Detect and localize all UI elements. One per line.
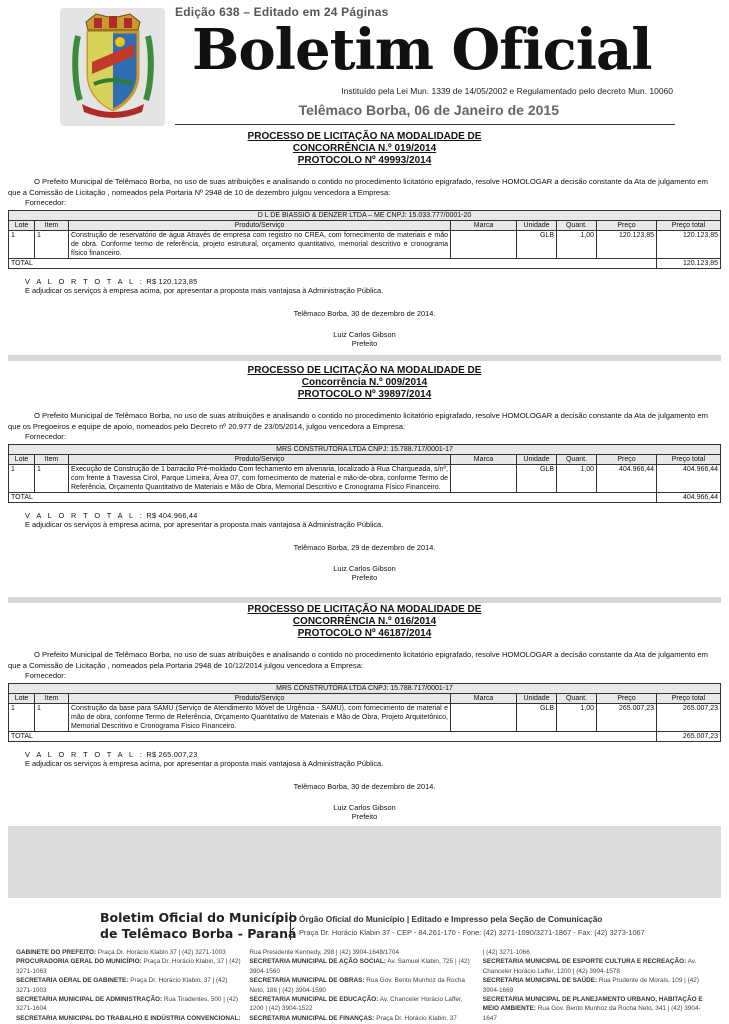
cell-quant: 1,00 bbox=[557, 465, 597, 493]
table-header-row bbox=[9, 455, 721, 465]
department-entry bbox=[483, 948, 710, 957]
cell-marca bbox=[451, 231, 517, 259]
signer-role: Prefeito bbox=[351, 339, 378, 349]
signature-block bbox=[8, 803, 721, 821]
section-title: Concorrência N.º 009/2014 bbox=[301, 377, 428, 388]
department-addresses bbox=[16, 948, 716, 1023]
cell-marca bbox=[451, 704, 517, 732]
department-name: PROCURADORIA GERAL DO MUNICÍPIO: bbox=[16, 958, 142, 966]
column-header-marca: Marca bbox=[451, 694, 517, 704]
table-row bbox=[9, 704, 721, 732]
column-header-unidade: Unidade bbox=[517, 221, 557, 231]
cell-produto: Execução de Construção de 1 barracão Pré-moldado Com fechamento em alvenaria, localizado à Rua Charqueada, s/nº, com frente à Travessa Cirol, Parque Limeira, Área 07, com fornecimento de material e mão-de-obra, conforme Termo de Referência, Orçamento Quantitativo de Materiais e Mão de Obra, Memorial Descritivo e Cronograma Físico Financeiro. bbox=[69, 465, 451, 493]
cell-produto: Construção de reservatório de água Através de empresa com registro no CREA, com fornecimento de materiais e mão de obra. Conforme termo de referência, projeto estrutural, orçamento quantitativo, memorial descritivo e cronograma físico financeiro. bbox=[69, 231, 451, 259]
signature-block bbox=[8, 330, 721, 348]
total-value-line bbox=[8, 277, 721, 286]
items-table bbox=[8, 210, 721, 269]
department-entry bbox=[483, 995, 710, 1023]
column-header-unidade: Unidade bbox=[517, 694, 557, 704]
supplier-row bbox=[9, 684, 721, 694]
total-value: 120.123,85 bbox=[657, 259, 721, 269]
issue-date: Telêmaco Borba, 06 de Janeiro de 2015 bbox=[298, 102, 559, 118]
total-value-amount: R$ 265.007,23 bbox=[146, 750, 198, 760]
cell-item: 1 bbox=[35, 704, 69, 732]
cell-item: 1 bbox=[35, 231, 69, 259]
homologation-paragraph: O Prefeito Municipal de Telêmaco Borba, no uso de suas atribuições e analisando o contido no procedimento licitatório epigrafado, resolve HOMOLOGAR a decisão constante da Ata de julgamento em que a Comissão de Licitação , nomeados pela Portaria Nº 2948 de 10 de dezembro julgou vencedora a Empresa: bbox=[8, 177, 708, 197]
department-name: GABINETE DO PREFEITO: bbox=[16, 949, 97, 956]
total-value-label: V A L O R T O T A L : bbox=[25, 277, 145, 287]
department-address: Praça Dr. Horácio Klabin, 37 bbox=[374, 1014, 457, 1022]
cell-quant: 1,00 bbox=[557, 704, 597, 732]
footer-title-line1: Boletim Oficial do Município bbox=[100, 910, 298, 925]
footer-masthead bbox=[100, 910, 297, 942]
department-name: SECRETARIA MUNICIPAL DE ESPORTE CULTURA E RECREAÇÃO: bbox=[482, 958, 687, 966]
column-header-preco: Preço bbox=[597, 221, 657, 231]
department-address: Praça Dr. Horácio Klabin, 37 | (42) 3271-1063 bbox=[16, 958, 241, 975]
total-row bbox=[9, 493, 721, 503]
department-address: Praça Dr. Horácio Klabin 37 | (42) 3271-1003 bbox=[96, 949, 226, 956]
adjudication-text: E adjudicar os serviços à empresa acima, por apresentar a proposta mais vantajosa à Administração Pública. bbox=[25, 286, 384, 296]
column-header-quant: Quant. bbox=[557, 455, 597, 465]
footer-title-line2: de Telêmaco Borba - Paraná bbox=[100, 926, 297, 941]
cell-preco: 404.966,44 bbox=[597, 465, 657, 493]
column-header-quant: Quant. bbox=[557, 221, 597, 231]
department-entry bbox=[249, 976, 476, 995]
column-header-marca: Marca bbox=[451, 455, 517, 465]
signature-date: Telêmaco Borba, 29 de dezembro de 2014. bbox=[293, 543, 436, 553]
department-entry bbox=[249, 948, 476, 957]
department-address: Rua Gov. Bento Munhoz da Rocha Neto, 186 | (42) 3904-1590 bbox=[249, 977, 465, 994]
items-table bbox=[8, 444, 721, 503]
address-column bbox=[249, 948, 482, 1023]
municipal-crest bbox=[60, 8, 165, 126]
cell-lote: 1 bbox=[9, 465, 35, 493]
total-row bbox=[9, 732, 721, 742]
cell-preco_total: 265.007,23 bbox=[657, 704, 721, 732]
table-header-row bbox=[9, 221, 721, 231]
column-header-item: Item bbox=[35, 694, 69, 704]
section-divider bbox=[8, 355, 721, 361]
total-value-line bbox=[8, 750, 721, 759]
licitation-section bbox=[8, 131, 721, 348]
total-label: TOTAL bbox=[9, 493, 657, 503]
supplier-label: Fornecedor: bbox=[25, 432, 66, 442]
department-entry bbox=[16, 957, 243, 976]
department-address: Praça Dr. Horácio Klabin, 37 | (42) 3271-1003 bbox=[16, 977, 228, 994]
department-name: SECRETARIA MUNICIPAL DE EDUCAÇÃO: bbox=[249, 996, 379, 1004]
supplier-label: Fornecedor: bbox=[25, 671, 66, 681]
total-value-label: V A L O R T O T A L : bbox=[25, 511, 145, 521]
department-entry bbox=[483, 976, 710, 995]
adjudication-text: E adjudicar os serviços à empresa acima, por apresentar a proposta mais vantajosa à Administração Pública. bbox=[25, 520, 384, 530]
signer-role: Prefeito bbox=[351, 812, 378, 822]
table-row bbox=[9, 465, 721, 493]
department-name: SECRETARIA MUNICIPAL DE ADMINISTRAÇÃO: bbox=[16, 996, 163, 1004]
total-value-line bbox=[8, 511, 721, 520]
homologation-paragraph: O Prefeito Municipal de Telêmaco Borba, no uso de suas atribuições e analisando o contido no procedimento licitatório epigrafado, resolve HOMOLOGAR a decisão constante da Ata de julgamento em que os Pregoeiros e equipe de apoio, nomeados pelo Decreto nº 20.977 de 23/05/2014, julgou vencedora a Empresa: bbox=[8, 411, 708, 431]
department-name: SECRETARIA MUNICIPAL DE SAÚDE: bbox=[482, 977, 598, 985]
licitation-section bbox=[8, 604, 721, 821]
department-address: Av. Chanceler Horácio Laffer, 1200 | (42) 3904-1522 bbox=[249, 996, 463, 1013]
department-address: Rua Prudente de Morais, 109 | (42) 3904-1669 bbox=[482, 977, 699, 994]
total-label: TOTAL bbox=[9, 259, 657, 269]
section-title: PROTOCOLO Nº 39897/2014 bbox=[297, 389, 432, 400]
signature-date: Telêmaco Borba, 30 de dezembro de 2014. bbox=[293, 782, 436, 792]
department-entry bbox=[16, 995, 243, 1014]
column-header-preco: Preço bbox=[597, 455, 657, 465]
signature-block bbox=[8, 564, 721, 582]
department-entry bbox=[16, 948, 243, 957]
column-header-preco_total: Preço total bbox=[657, 694, 721, 704]
blank-panel bbox=[8, 826, 721, 898]
footer-organ: Órgão Oficial do Município | Editado e Impresso pela Seção de Comunicação bbox=[299, 914, 603, 924]
page-title: Boletim Oficial bbox=[192, 17, 652, 83]
cell-preco_total: 404.966,44 bbox=[657, 465, 721, 493]
section-title: CONCORRÊNCIA N.º 016/2014 bbox=[292, 616, 437, 627]
department-name: SECRETARIA MUNICIPAL DO TRABALHO E INDÚSTRIA CONVENCIONAL: bbox=[16, 1014, 241, 1022]
total-value: 404.966,44 bbox=[657, 493, 721, 503]
signer-role: Prefeito bbox=[351, 573, 378, 583]
column-header-lote: Lote bbox=[9, 694, 35, 704]
column-header-preco_total: Preço total bbox=[657, 455, 721, 465]
column-header-produto: Produto/Serviço bbox=[69, 694, 451, 704]
address-column bbox=[16, 948, 249, 1023]
licitation-section bbox=[8, 365, 721, 582]
section-title: PROCESSO DE LICITAÇÃO NA MODALIDADE DE bbox=[247, 131, 482, 142]
column-header-preco: Preço bbox=[597, 694, 657, 704]
cell-unidade: GLB bbox=[517, 465, 557, 493]
column-header-item: Item bbox=[35, 221, 69, 231]
cell-produto: Construção da base para SAMU (Serviço de Atendimento Móvel de Urgência - SAMU), com fornecimento de material e mão de obra, conforme Termo de Referência, Orçamento Quantitativo de Materiais e Mão de Obra, Projeto Arquitetônico, Memorial Descritivo e Cronograma Físico Financeiro. bbox=[69, 704, 451, 732]
department-entry bbox=[249, 1014, 476, 1023]
total-label: TOTAL bbox=[9, 732, 657, 742]
supplier-row bbox=[9, 445, 721, 455]
department-address: | (42) 3271-1066 bbox=[482, 949, 530, 956]
total-value-label: V A L O R T O T A L : bbox=[25, 750, 145, 760]
cell-preco_total: 120.123,85 bbox=[657, 231, 721, 259]
adjudication-text: E adjudicar os serviços à empresa acima, por apresentar a proposta mais vantajosa à Administração Pública. bbox=[25, 759, 384, 769]
supplier-row bbox=[9, 211, 721, 221]
cell-marca bbox=[451, 465, 517, 493]
signer-name: Luiz Carlos Gibson bbox=[333, 803, 396, 813]
column-header-produto: Produto/Serviço bbox=[69, 455, 451, 465]
cell-preco: 120.123,85 bbox=[597, 231, 657, 259]
department-entry bbox=[16, 1014, 243, 1023]
section-title: CONCORRÊNCIA N.º 019/2014 bbox=[292, 143, 437, 154]
total-value-amount: R$ 404.966,44 bbox=[146, 511, 198, 521]
department-name: SECRETARIA GERAL DE GABINETE: bbox=[16, 977, 129, 985]
total-row bbox=[9, 259, 721, 269]
homologation-paragraph: O Prefeito Municipal de Telêmaco Borba, no uso de suas atribuições e analisando o contido no procedimento licitatório epigrafado, resolve HOMOLOGAR a decisão constante da Ata de julgamento em que a Comissão de Licitação , nomeados pela Portaria 2948 de 10/12/2014 julgou vencedora a Empresa: bbox=[8, 650, 708, 670]
section-title: PROCESSO DE LICITAÇÃO NA MODALIDADE DE bbox=[247, 365, 482, 376]
cell-item: 1 bbox=[35, 465, 69, 493]
column-header-produto: Produto/Serviço bbox=[69, 221, 451, 231]
section-divider bbox=[8, 597, 721, 603]
items-table bbox=[8, 683, 721, 742]
edition-info: Edição 638 – Editado em 24 Páginas bbox=[175, 5, 389, 19]
column-header-unidade: Unidade bbox=[517, 455, 557, 465]
column-header-lote: Lote bbox=[9, 221, 35, 231]
supplier-name: MRS CONSTRUTORA LTDA CNPJ: 15.788.717/0001-17 bbox=[9, 684, 721, 694]
signature-date: Telêmaco Borba, 30 de dezembro de 2014. bbox=[293, 309, 436, 319]
cell-unidade: GLB bbox=[517, 231, 557, 259]
cell-preco: 265.007,23 bbox=[597, 704, 657, 732]
department-entry bbox=[483, 957, 710, 976]
cell-lote: 1 bbox=[9, 231, 35, 259]
footer bbox=[0, 898, 729, 1024]
department-entry bbox=[249, 995, 476, 1014]
department-entry bbox=[16, 976, 243, 995]
total-value-amount: R$ 120.123,85 bbox=[146, 277, 198, 287]
cell-lote: 1 bbox=[9, 704, 35, 732]
signer-name: Luiz Carlos Gibson bbox=[333, 564, 396, 574]
table-header-row bbox=[9, 694, 721, 704]
cell-unidade: GLB bbox=[517, 704, 557, 732]
cell-quant: 1,00 bbox=[557, 231, 597, 259]
section-title: PROTOCOLO Nº 49993/2014 bbox=[297, 155, 432, 166]
department-name: SECRETARIA MUNICIPAL DE FINANÇAS: bbox=[249, 1014, 375, 1022]
footer-separator bbox=[290, 912, 291, 940]
department-name: SECRETARIA MUNICIPAL DE OBRAS: bbox=[249, 977, 365, 985]
department-address: Av. Chanceler Horácio Laffer, 1200 | (42) 3904-1578 bbox=[482, 958, 697, 975]
column-header-lote: Lote bbox=[9, 455, 35, 465]
supplier-name: D L DE BIASSIO & DENZER LTDA – ME CNPJ: 15.033.777/0001-20 bbox=[9, 211, 721, 221]
column-header-item: Item bbox=[35, 455, 69, 465]
footer-contact: Praça Dr. Horácio Klabin 37 - CEP - 84.261-170 - Fone: (42) 3271-1090/3271-1867 - Fax: (42) 3273-1067 bbox=[299, 928, 645, 937]
department-address: Av. Samuel Klabin, 725 | (42) 3904-1560 bbox=[249, 958, 470, 975]
department-name: SECRETARIA MUNICIPAL DE AÇÃO SOCIAL: bbox=[249, 958, 386, 966]
section-title: PROTOCOLO Nº 46187/2014 bbox=[297, 628, 432, 639]
supplier-label: Fornecedor: bbox=[25, 198, 66, 208]
supplier-name: MRS CONSTRUTORA LTDA CNPJ: 15.788.717/0001-17 bbox=[9, 445, 721, 455]
department-address: Rua Tiradentes, 500 | (42) 3271-1604 bbox=[16, 996, 239, 1013]
column-header-preco_total: Preço total bbox=[657, 221, 721, 231]
table-row bbox=[9, 231, 721, 259]
signer-name: Luiz Carlos Gibson bbox=[333, 330, 396, 340]
instituted-note: Instituído pela Lei Mun. 1339 de 14/05/2002 e Regulamentado pelo decreto Mun. 10060 bbox=[341, 86, 673, 96]
section-title: PROCESSO DE LICITAÇÃO NA MODALIDADE DE bbox=[247, 604, 482, 615]
column-header-quant: Quant. bbox=[557, 694, 597, 704]
crest-icon bbox=[72, 12, 154, 122]
column-header-marca: Marca bbox=[451, 221, 517, 231]
department-address: Rua Presidente Kennedy, 298 | (42) 3904-1648/1704 bbox=[249, 949, 400, 956]
total-value: 265.007,23 bbox=[657, 732, 721, 742]
department-address: Rua Gov. Bento Munhoz da Rocha Neto, 341 | (42) 3904-1647 bbox=[482, 1005, 701, 1022]
department-name: SECRETARIA MUNICIPAL DE PLANEJAMENTO URBANO, HABITAÇÃO E MEIO AMBIENTE: bbox=[482, 996, 703, 1013]
department-entry bbox=[249, 957, 476, 976]
header-rule bbox=[175, 124, 675, 125]
address-column bbox=[483, 948, 716, 1023]
